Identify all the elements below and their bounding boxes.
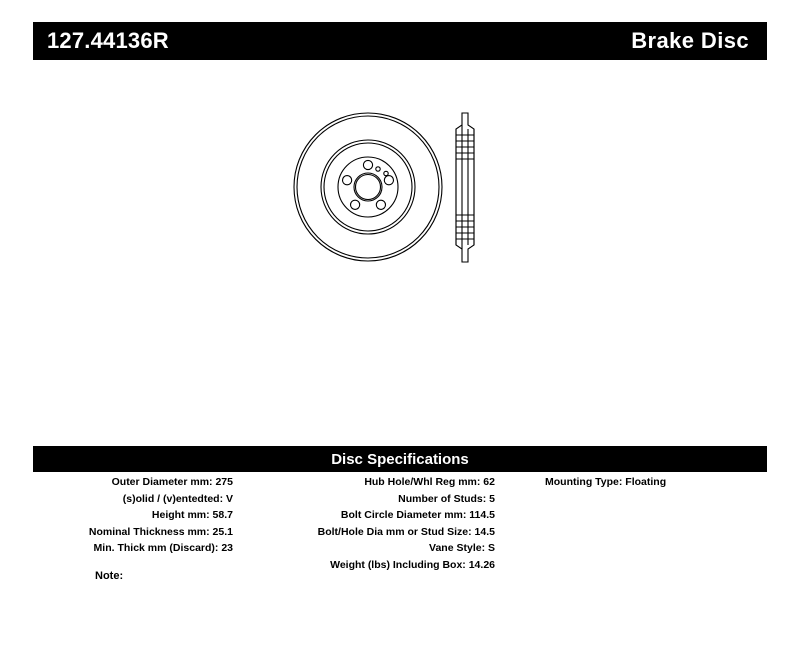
spec-item: Outer Diameter mm: 275 [111,476,233,488]
spec-item: Height mm: 58.7 [151,509,233,521]
locating-hole [384,171,388,175]
spec-item: Vane Style: S [429,542,495,554]
spec-item: Min. Thick mm (Discard): 23 [93,542,233,554]
spec-item: Bolt/Hole Dia mm or Stud Size: 14.5 [317,525,495,538]
specs-column-middle [245,474,495,573]
spec-item: Mounting Type: Floating [545,476,667,488]
specs-title: Disc Specifications [331,450,469,468]
spec-item: Hub Hole/Whl Reg mm: 62 [364,476,495,488]
header-bar [33,22,767,60]
brake-disc-drawing [280,95,540,280]
hub-center-hole-inner [356,175,381,200]
locating-hole [376,167,380,171]
stud-hole [384,176,393,185]
product-type-label: Brake Disc [631,28,749,53]
side-section-view [456,113,474,262]
rotor-outer-edge [294,113,442,261]
specs-table [33,474,767,584]
stud-hole [351,200,360,209]
specs-column-right [545,474,767,491]
specs-column-left [33,474,233,557]
part-number: 127.44136R [47,28,169,53]
specs-title-bar [33,446,767,472]
spec-item: (s)olid / (v)entedted: V [122,492,233,505]
hub-center-hole [354,173,382,201]
note-label: Note: [95,570,124,582]
stud-hole [343,176,352,185]
product-illustration [280,95,540,280]
rotor-braking-surface-inner [321,140,415,234]
rotor-outer-edge-inner [297,116,439,258]
spec-item: Number of Studs: 5 [398,492,495,505]
stud-hole [363,160,372,169]
stud-hole [376,200,385,209]
spec-item: Weight (lbs) Including Box: 14.26 [330,558,495,571]
spec-item: Bolt Circle Diameter mm: 114.5 [340,509,495,521]
spec-item: Nominal Thickness mm: 25.1 [88,525,233,538]
rotor-hat-wall [338,157,398,217]
rotor-hat-outer [324,143,412,231]
